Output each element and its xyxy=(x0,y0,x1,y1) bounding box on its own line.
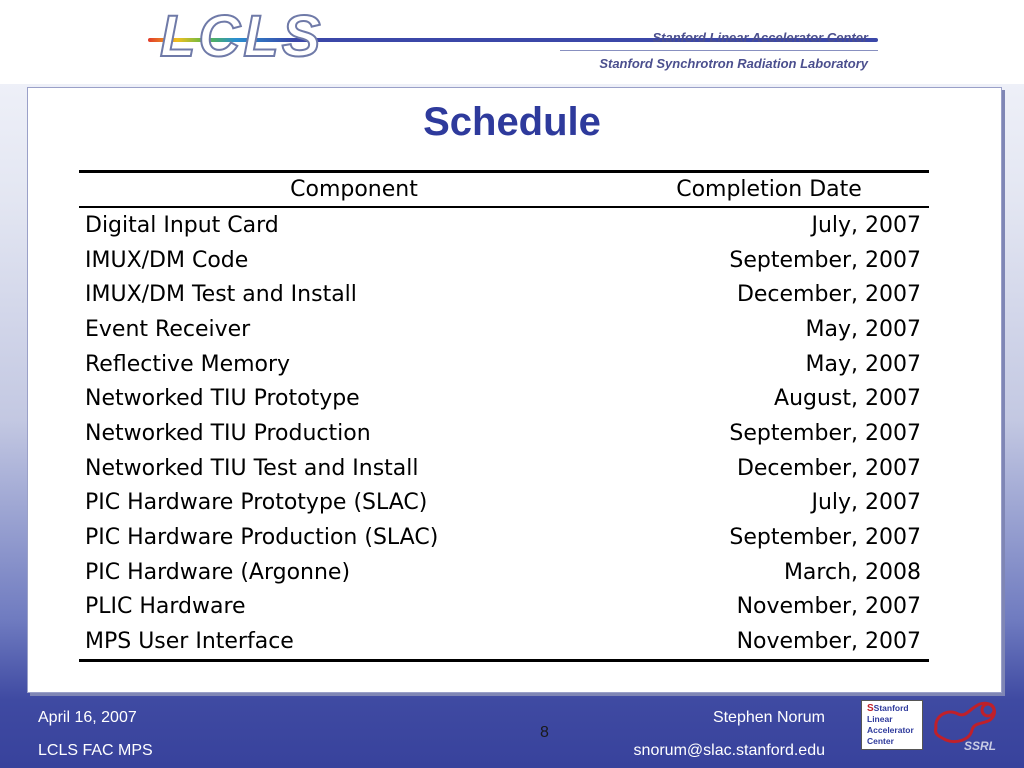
cell-component: PIC Hardware Production (SLAC) xyxy=(85,525,439,551)
footer-date: April 16, 2007 xyxy=(38,709,137,726)
slide-header xyxy=(0,0,1024,84)
table-row xyxy=(79,208,929,243)
header-divider xyxy=(560,50,878,51)
slac-word-2: Linear xyxy=(867,714,893,724)
cell-completion-date: November, 2007 xyxy=(736,629,921,655)
cell-component: Digital Input Card xyxy=(85,212,279,238)
table-row xyxy=(79,381,929,416)
slac-logo xyxy=(861,700,923,750)
footer-subtitle: LCLS FAC MPS xyxy=(38,742,153,759)
footer-author: Stephen Norum xyxy=(712,709,825,726)
column-header-component: Component xyxy=(290,177,418,202)
slac-logo-line xyxy=(867,725,922,736)
slac-logo-line: SStanford xyxy=(867,703,909,714)
cell-completion-date: November, 2007 xyxy=(736,594,921,620)
cell-completion-date: September, 2007 xyxy=(729,525,921,551)
table-row xyxy=(79,486,929,521)
slac-word-3: Accelerator xyxy=(867,725,914,735)
table-row xyxy=(79,243,929,278)
cell-component: Event Receiver xyxy=(85,316,251,342)
slac-logo-line xyxy=(867,736,922,747)
org-line-ssrl: Stanford Synchrotron Radiation Laboratory xyxy=(599,56,868,71)
table-row xyxy=(79,312,929,347)
cell-completion-date: September, 2007 xyxy=(729,420,921,446)
slac-word-1: Stanford xyxy=(873,703,909,713)
slide-title: Schedule xyxy=(423,100,601,144)
column-header-date: Completion Date xyxy=(676,177,862,202)
ssrl-logo xyxy=(926,698,1000,756)
cell-completion-date: March, 2008 xyxy=(783,559,921,585)
cell-component: MPS User Interface xyxy=(85,629,294,655)
cell-completion-date: December, 2007 xyxy=(736,282,921,308)
table-row xyxy=(79,590,929,625)
cell-completion-date: May, 2007 xyxy=(805,351,921,377)
cell-completion-date: May, 2007 xyxy=(805,316,921,342)
table-header xyxy=(79,173,929,208)
cell-component: PLIC Hardware xyxy=(85,594,246,620)
cell-component: PIC Hardware (Argonne) xyxy=(85,559,351,585)
table-row xyxy=(79,555,929,590)
schedule-table xyxy=(79,170,929,662)
cell-component: IMUX/DM Test and Install xyxy=(85,282,357,308)
ssrl-logo-text: SSRL xyxy=(964,739,997,753)
cell-component: Networked TIU Prototype xyxy=(85,386,360,412)
page-number: 8 xyxy=(540,724,549,741)
table-row xyxy=(79,277,929,312)
table-row xyxy=(79,451,929,486)
table-row xyxy=(79,416,929,451)
cell-completion-date: July, 2007 xyxy=(811,490,921,516)
org-line-slac: Stanford Linear Accelerator Center xyxy=(652,30,868,45)
cell-completion-date: August, 2007 xyxy=(774,386,921,412)
slac-logo-line xyxy=(867,714,922,725)
table-row xyxy=(79,624,929,659)
cell-completion-date: December, 2007 xyxy=(736,455,921,481)
footer-email: snorum@slac.stanford.edu xyxy=(633,742,825,759)
cell-component: Networked TIU Test and Install xyxy=(85,455,419,481)
table-body xyxy=(79,208,929,659)
cell-component: Networked TIU Production xyxy=(85,420,371,446)
lcls-logo: LCLS xyxy=(160,4,324,69)
cell-component: PIC Hardware Prototype (SLAC) xyxy=(85,490,428,516)
cell-component: Reflective Memory xyxy=(85,351,291,377)
table-row xyxy=(79,520,929,555)
slac-word-4: Center xyxy=(867,736,894,746)
table-row xyxy=(79,347,929,382)
cell-completion-date: September, 2007 xyxy=(729,247,921,273)
cell-completion-date: July, 2007 xyxy=(811,212,921,238)
cell-component: IMUX/DM Code xyxy=(85,247,249,273)
